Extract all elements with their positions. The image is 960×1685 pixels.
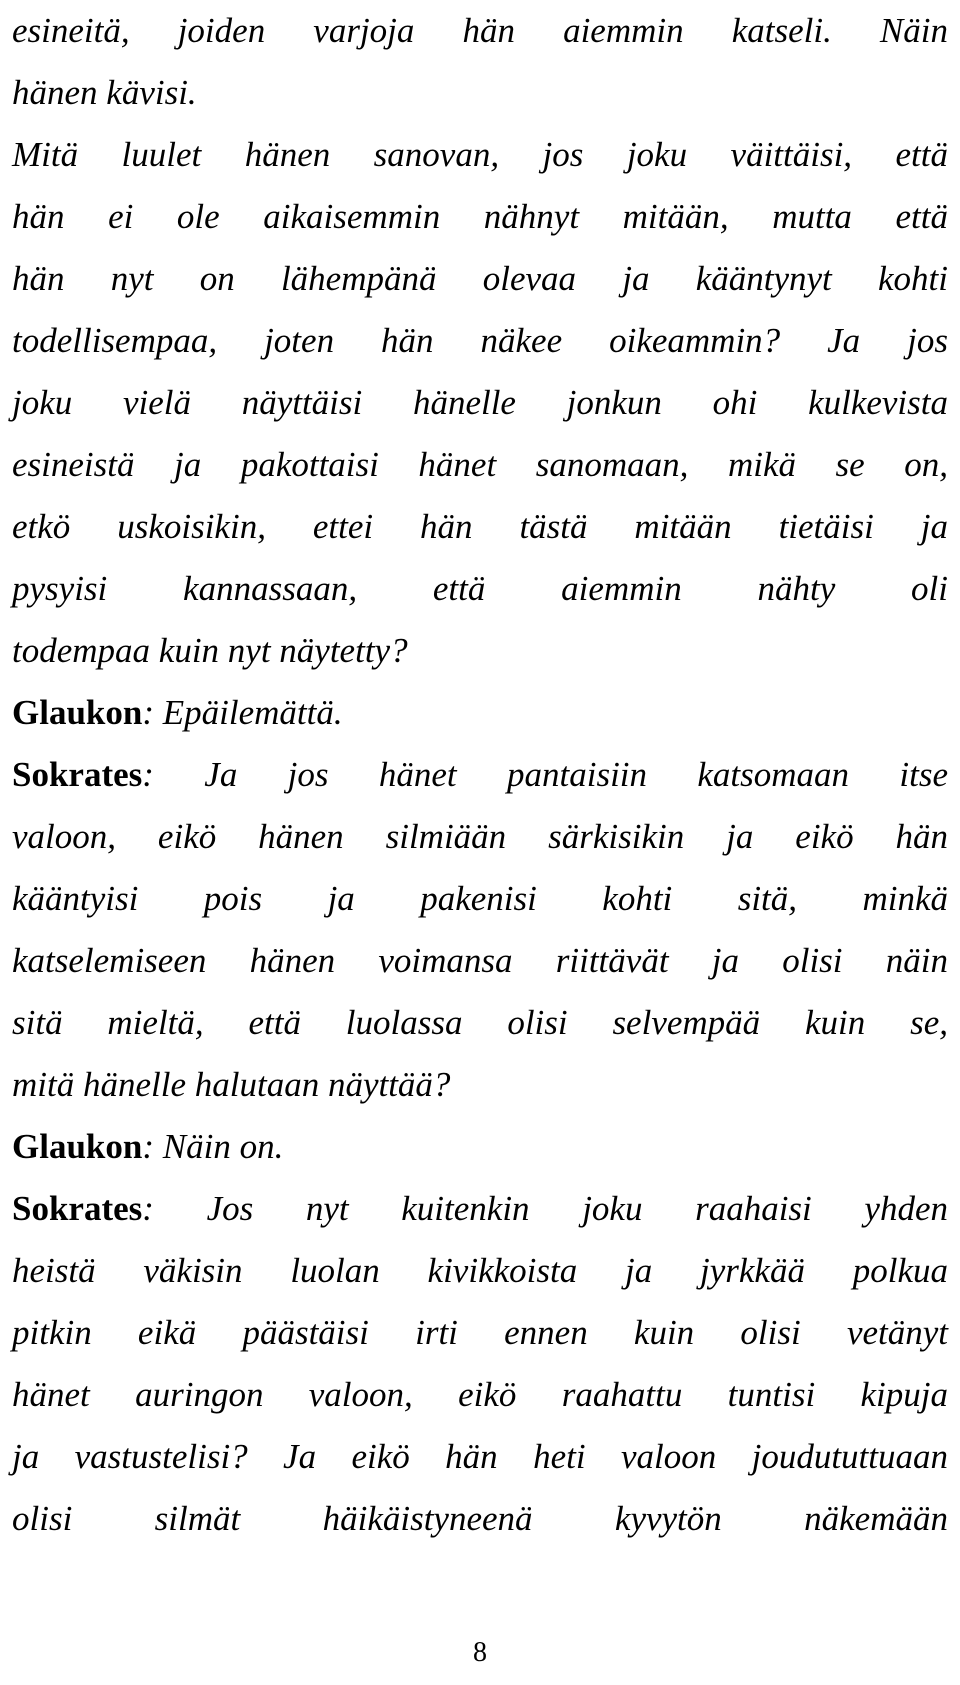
- text-line: hän nyt on lähempänä olevaa ja kääntynyt kohti: [12, 259, 948, 298]
- dialogue-line: [12, 1178, 948, 1240]
- text-line: katselemiseen hänen voimansa riittävät ja olisi näin: [12, 941, 948, 980]
- dialogue-line: [12, 744, 948, 806]
- text-line: hänen kävisi.: [12, 73, 197, 112]
- dialogue-text: : Näin on.: [142, 1127, 284, 1166]
- text-line: todempaa kuin nyt näytetty?: [12, 631, 408, 670]
- dialogue-text: : Jos nyt kuitenkin joku raahaisi yhden: [142, 1189, 948, 1228]
- text-line: esineistä ja pakottaisi hänet sanomaan, mikä se on,: [12, 445, 948, 484]
- text-line: heistä väkisin luolan kivikkoista ja jyrkkää polkua: [12, 1251, 948, 1290]
- speaker-name: Glaukon: [12, 1127, 143, 1166]
- dialogue-line: [12, 682, 948, 744]
- text-line: ja vastustelisi? Ja eikö hän heti valoon joudututtuaan: [12, 1437, 948, 1476]
- speaker-name: Sokrates: [12, 1189, 143, 1228]
- text-line: hänet auringon valoon, eikö raahattu tuntisi kipuja: [12, 1375, 948, 1414]
- speaker-name: Glaukon: [12, 693, 143, 732]
- text-line: hän ei ole aikaisemmin nähnyt mitään, mutta että: [12, 197, 948, 236]
- text-line: valoon, eikö hänen silmiään särkisikin ja eikö hän: [12, 817, 948, 856]
- dialogue-line: [12, 1116, 948, 1178]
- document-page: [12, 0, 948, 1550]
- text-line: kääntyisi pois ja pakenisi kohti sitä, minkä: [12, 879, 948, 918]
- text-line: olisi silmät häikäistyneenä kyvytön näkemään: [12, 1499, 948, 1538]
- text-line: Mitä luulet hänen sanovan, jos joku väittäisi, että: [12, 135, 948, 174]
- text-line: mitä hänelle halutaan näyttää?: [12, 1065, 451, 1104]
- text-line: etkö uskoisikin, ettei hän tästä mitään tietäisi ja: [12, 507, 948, 546]
- text-line: joku vielä näyttäisi hänelle jonkun ohi kulkevista: [12, 383, 948, 422]
- page-number: 8: [473, 1637, 487, 1668]
- text-line: esineitä, joiden varjoja hän aiemmin katseli. Näin: [12, 11, 948, 50]
- text-line: pysyisi kannassaan, että aiemmin nähty oli: [12, 569, 948, 608]
- speaker-name: Sokrates: [12, 755, 143, 794]
- text-line: sitä mieltä, että luolassa olisi selvempää kuin se,: [12, 1003, 948, 1042]
- text-line: pitkin eikä päästäisi irti ennen kuin olisi vetänyt: [12, 1313, 948, 1352]
- dialogue-text: : Epäilemättä.: [142, 693, 343, 732]
- dialogue-text: : Ja jos hänet pantaisiin katsomaan itse: [142, 755, 948, 794]
- text-line: todellisempaa, joten hän näkee oikeammin? Ja jos: [12, 321, 948, 360]
